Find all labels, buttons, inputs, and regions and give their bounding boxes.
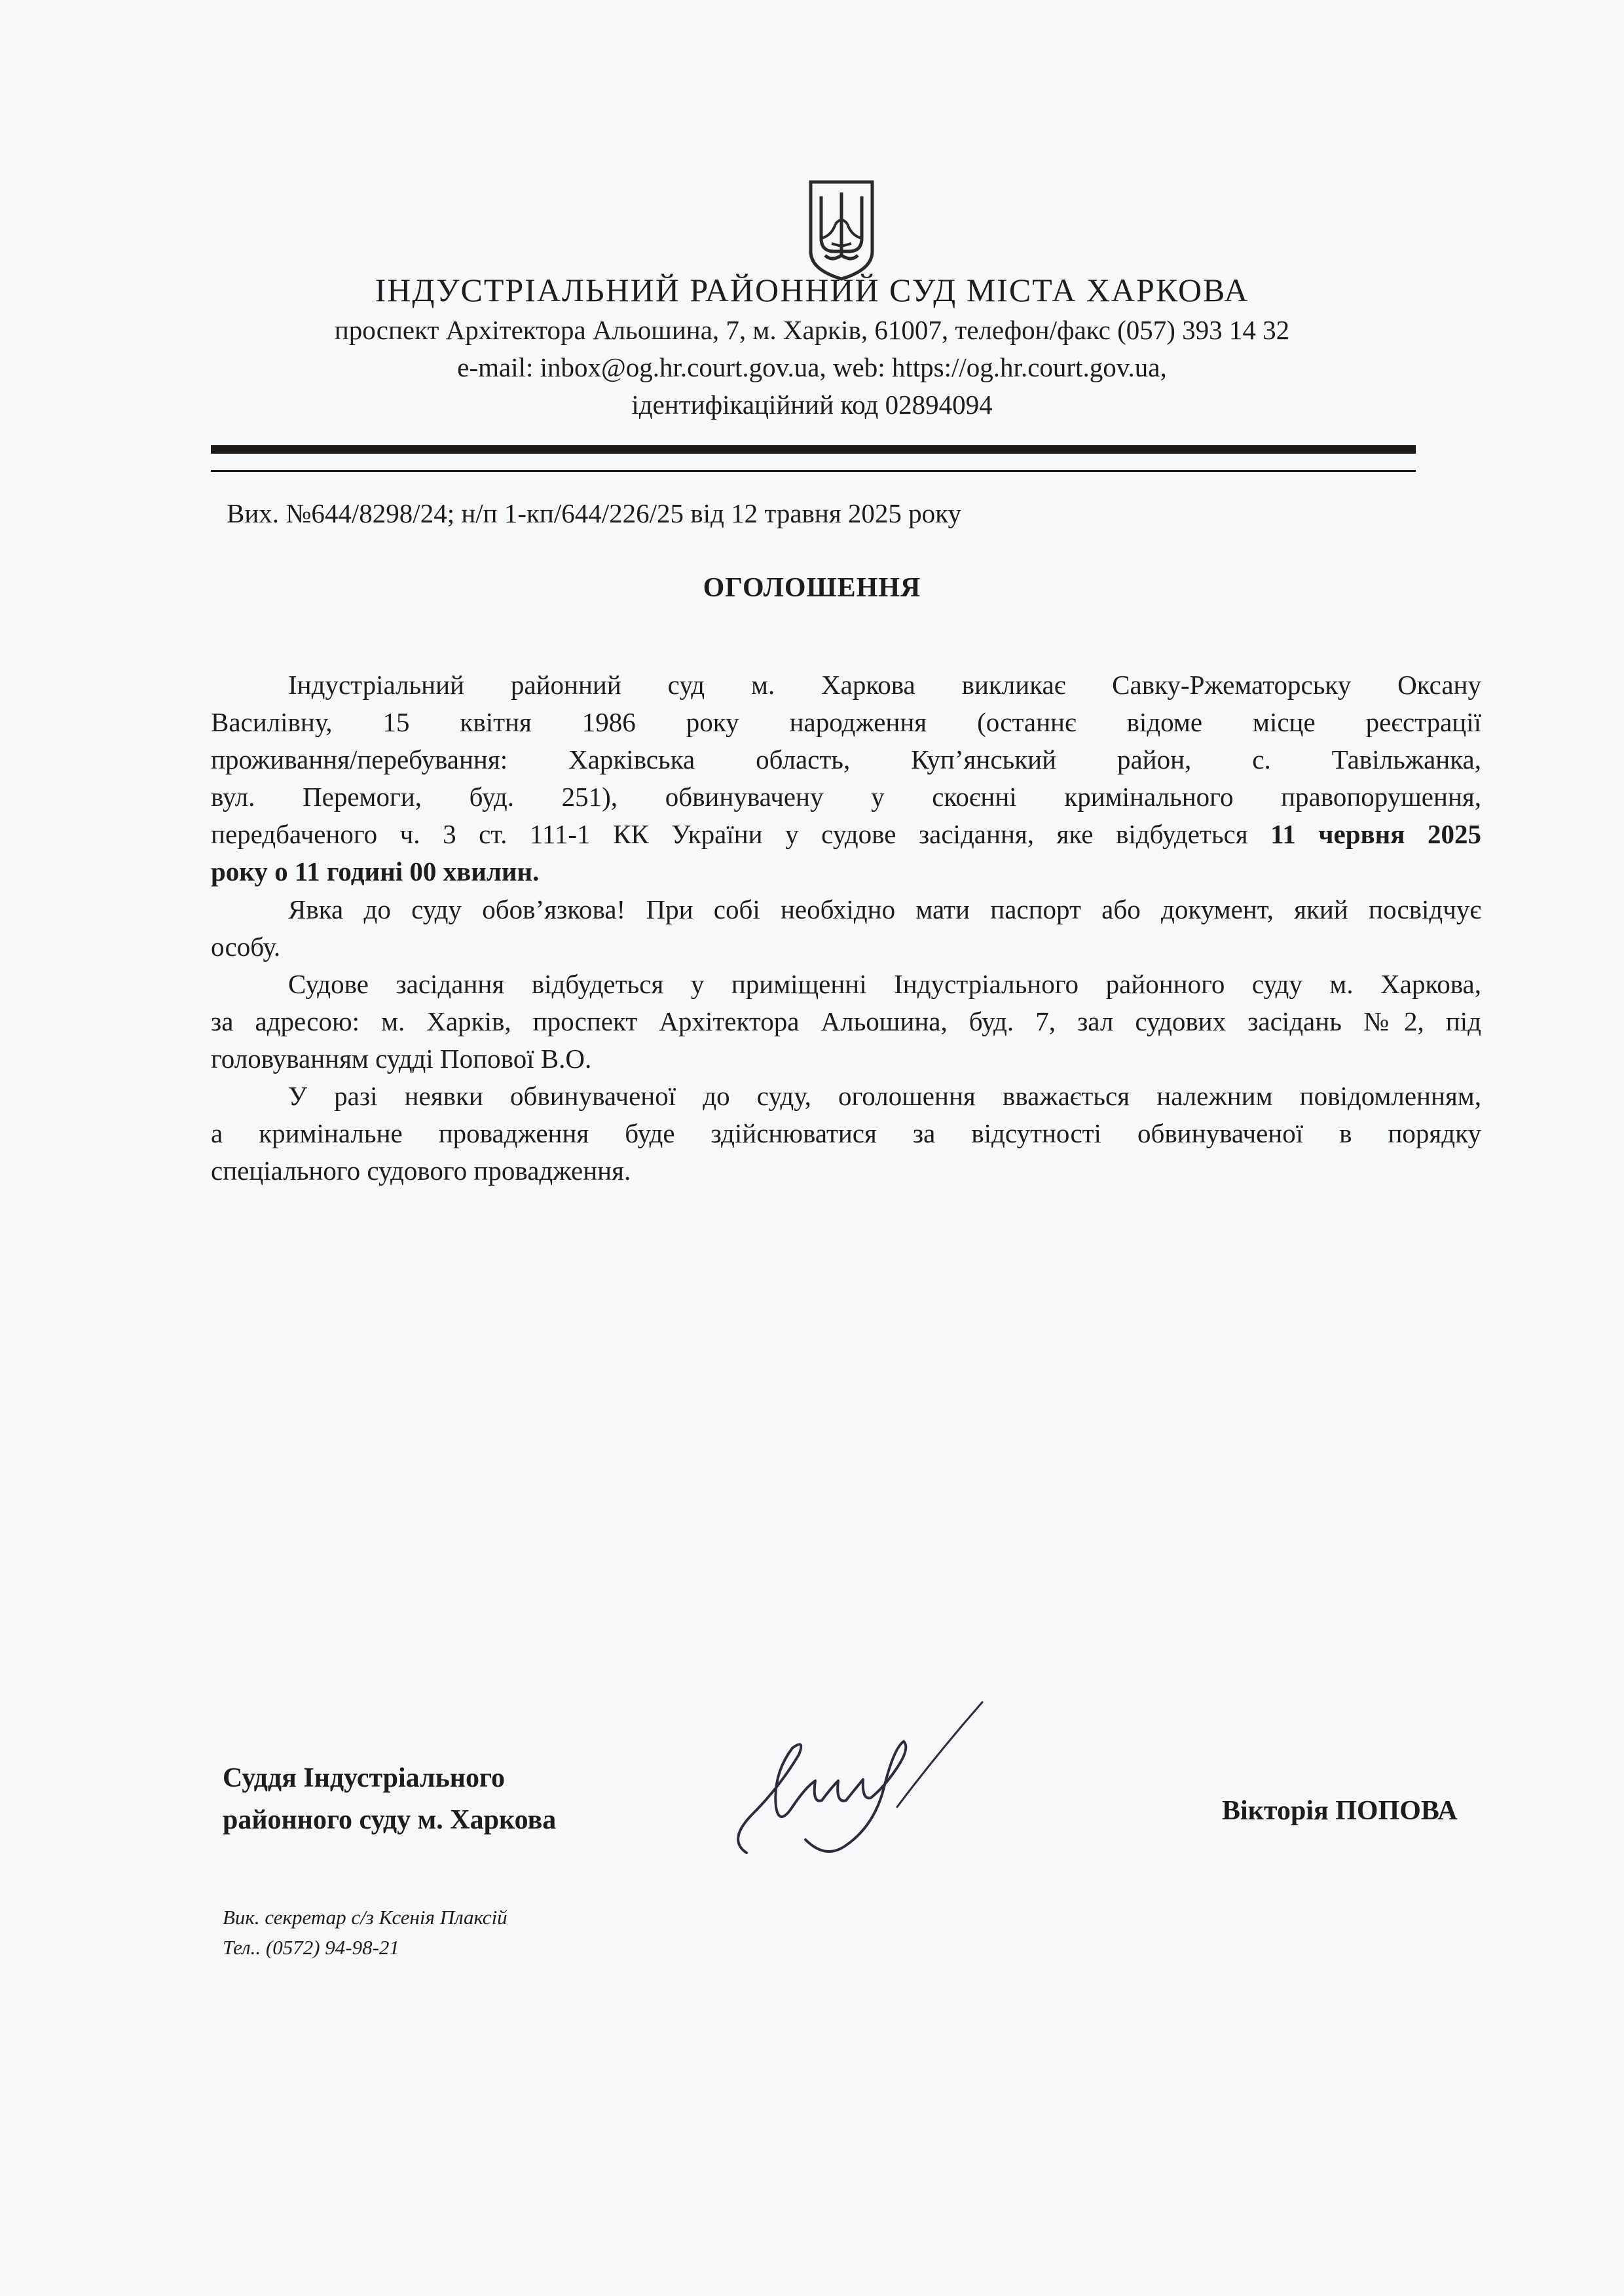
trident-coat-of-arms-icon bbox=[805, 178, 877, 282]
executor-info bbox=[223, 1903, 507, 1963]
paragraph-line: за адресою: м. Харків, проспект Архітектора Альошина, буд. 7, зал судових засідань №2, під bbox=[211, 1006, 1481, 1036]
court-id-code: ідентифікаційний код 02894094 bbox=[631, 390, 993, 420]
paragraph-line-text: передбаченого ч. 3 ст. 111-1 КК України у судове засідання, яке відбудеться bbox=[211, 819, 1248, 849]
header-rule-thick bbox=[211, 445, 1416, 454]
judge-name: Вікторія ПОПОВА bbox=[1222, 1796, 1458, 1826]
judge-title-line: районного суду м. Харкова bbox=[223, 1805, 557, 1835]
paragraph-line: проживання/перебування: Харківська область, Куп’янський район, с. Тавільжанка, bbox=[211, 744, 1481, 774]
paragraph-line: Судове засідання відбудеться у приміщенні Індустріального районного суду м. Харкова, bbox=[288, 969, 1481, 999]
judge-title bbox=[223, 1757, 556, 1841]
paragraph-line: Явка до суду обов’язкова! При собі необхідно мати паспорт або документ, який посвідчує bbox=[288, 894, 1481, 924]
paragraph-line: а кримінальне провадження буде здійснюватися за відсутності обвинуваченої в порядку bbox=[211, 1118, 1481, 1148]
paragraph-line: спеціального судового провадження. bbox=[211, 1156, 631, 1186]
paragraph-line: особу. bbox=[211, 932, 281, 962]
paragraph-line: вул. Перемоги, буд. 251), обвинувачену у скоєнні кримінального правопорушення, bbox=[211, 782, 1481, 812]
paragraph-line: У разі неявки обвинуваченої до суду, оголошення вважається належним повідомленням, bbox=[288, 1081, 1481, 1111]
attendance-paragraph bbox=[211, 891, 1481, 966]
court-address: проспект Архітектора Альошина, 7, м. Харків, 61007, телефон/факс (057) 393 14 32 bbox=[334, 315, 1290, 345]
paragraph-line: Індустріальний районний суд м. Харкова викликає Савку-Ржематорську Оксану bbox=[288, 670, 1481, 700]
header-rule-thin bbox=[211, 470, 1416, 472]
handwritten-signature-icon bbox=[707, 1676, 995, 1872]
absence-paragraph bbox=[211, 1078, 1481, 1190]
court-name: ІНДУСТРІАЛЬНИЙ РАЙОННИЙ СУД МІСТА ХАРКОВА bbox=[375, 272, 1249, 308]
court-email-web: e-mail: inbox@og.hr.court.gov.ua, web: https://og.hr.court.gov.ua, bbox=[457, 352, 1167, 382]
outgoing-reference: Вих. №644/8298/24; н/п 1-кп/644/226/25 від 12 травня 2025 року bbox=[227, 498, 962, 528]
executor-phone: Тел.. (0572) 94-98-21 bbox=[223, 1936, 399, 1959]
hearing-date: 11 червня 2025 bbox=[1270, 819, 1482, 849]
paragraph-line: головуванням судді Попової В.О. bbox=[211, 1044, 592, 1074]
paragraph-line bbox=[211, 853, 1481, 890]
document-title: ОГОЛОШЕННЯ bbox=[703, 573, 921, 603]
paragraph-line bbox=[211, 816, 1481, 853]
hearing-time: року о 11 годині 00 хвилин. bbox=[211, 856, 540, 886]
judge-title-line: Суддя Індустріального bbox=[223, 1763, 506, 1793]
venue-paragraph bbox=[211, 966, 1481, 1078]
executor-name: Вик. секретар с/з Ксенія Плаксій bbox=[223, 1906, 507, 1929]
summons-paragraph bbox=[211, 666, 1481, 890]
paragraph-line: Василівну, 15 квітня 1986 року народження (останнє відоме місце реєстрації bbox=[211, 707, 1481, 737]
